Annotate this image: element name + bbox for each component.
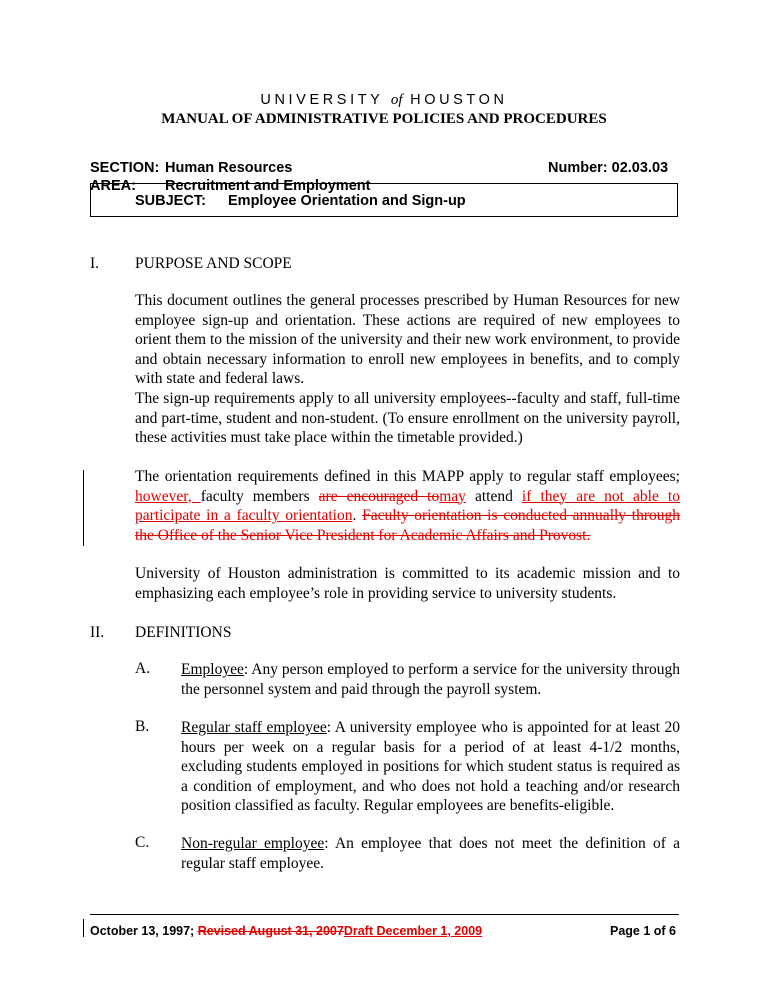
text-run: . [352, 507, 363, 524]
university-title-right: HOUSTON [410, 92, 508, 108]
section-value: Human Resources [165, 160, 293, 176]
purpose-paragraph-4: University of Houston administration is committed to its academic mission and to emphasizing each employee’s role in providing service to university students. [135, 565, 680, 602]
policy-number: Number: 02.03.03 [548, 160, 669, 176]
inserted-text: if they are not able to participate in a faculty orientation [135, 487, 680, 524]
section-1-heading: PURPOSE AND SCOPE [135, 255, 292, 272]
definition-term: Non-regular employee [181, 835, 325, 852]
subject-label: SUBJECT: [135, 193, 206, 209]
definition-text: : A university employee who is appointed for at least 20 hours per week on a regular basis for a period of at least 4-1/2 months, excluding students employed in positions for which student status is required as a condition of employment, and who does not hold a teaching and/or research position classified as faculty. Regular employees are benefits-eligible. [181, 719, 680, 814]
text-run: attend [465, 487, 522, 505]
deleted-text: Faculty orientation is conducted annually through the Office of the Senior Vice President for Academic Affairs and Provost. [135, 507, 681, 544]
purpose-paragraph-1: This document outlines the general processes prescribed by Human Resources for new employee sign-up and orientation. These actions are required of new employees to orient them to the mission of the university and their new work environment, to provide and obtain necessary information to enroll new employees in benefits, and to comply with state and federal laws. [135, 292, 680, 387]
area-label: AREA: [90, 178, 136, 194]
definition-c [181, 834, 680, 873]
section-2-numeral: II. [90, 624, 105, 641]
inserted-text: however, [135, 487, 201, 505]
purpose-paragraph-2: The sign-up requirements apply to all university employees--faculty and staff, full-time and part-time, student and non-student. (To ensure enrollment on the university payroll, these activities must take place within the timetable provided.) [135, 390, 680, 446]
area-value: Recruitment and Employment [165, 178, 371, 194]
footer-rule [90, 914, 679, 915]
definition-b [181, 718, 680, 816]
purpose-paragraph-3 [135, 467, 680, 545]
university-title-of: of [390, 92, 403, 108]
text-run: The orientation requirements defined in this MAPP apply to regular staff employees; [135, 468, 680, 485]
deleted-text: are encouraged to [318, 487, 440, 505]
university-title-left: UNIVERSITY [260, 92, 384, 108]
footer-original-date: October 13, 1997; [90, 924, 198, 938]
footer-date [90, 924, 482, 938]
footer-revised-deleted: Revised August 31, 2007 [197, 924, 344, 938]
manual-title: MANUAL OF ADMINISTRATIVE POLICIES AND PROCEDURES [161, 111, 607, 127]
page-number: Page 1 of 6 [610, 924, 676, 938]
inserted-text: may [439, 487, 466, 505]
subject-value: Employee Orientation and Sign-up [228, 193, 466, 209]
definition-text: : Any person employed to perform a service for the university through the personnel system and paid through the payroll system. [181, 661, 680, 698]
section-label: SECTION: [90, 160, 160, 176]
definition-text: : An employee that does not meet the definition of a regular staff employee. [181, 835, 680, 872]
definition-term: Regular staff employee [181, 719, 327, 736]
definition-b-letter: B. [135, 718, 150, 735]
section-2-heading: DEFINITIONS [135, 624, 232, 641]
definition-c-letter: C. [135, 834, 150, 851]
subject-box [90, 183, 678, 217]
definition-term: Employee [181, 661, 244, 678]
footer-change-bar [83, 919, 84, 937]
definition-a [181, 660, 680, 699]
footer-draft-inserted: Draft December 1, 2009 [343, 924, 483, 938]
revision-change-bar [83, 470, 84, 546]
definition-a-letter: A. [135, 660, 151, 677]
university-title [0, 92, 768, 109]
text-run: faculty members [200, 487, 319, 505]
section-1-numeral: I. [90, 255, 100, 272]
